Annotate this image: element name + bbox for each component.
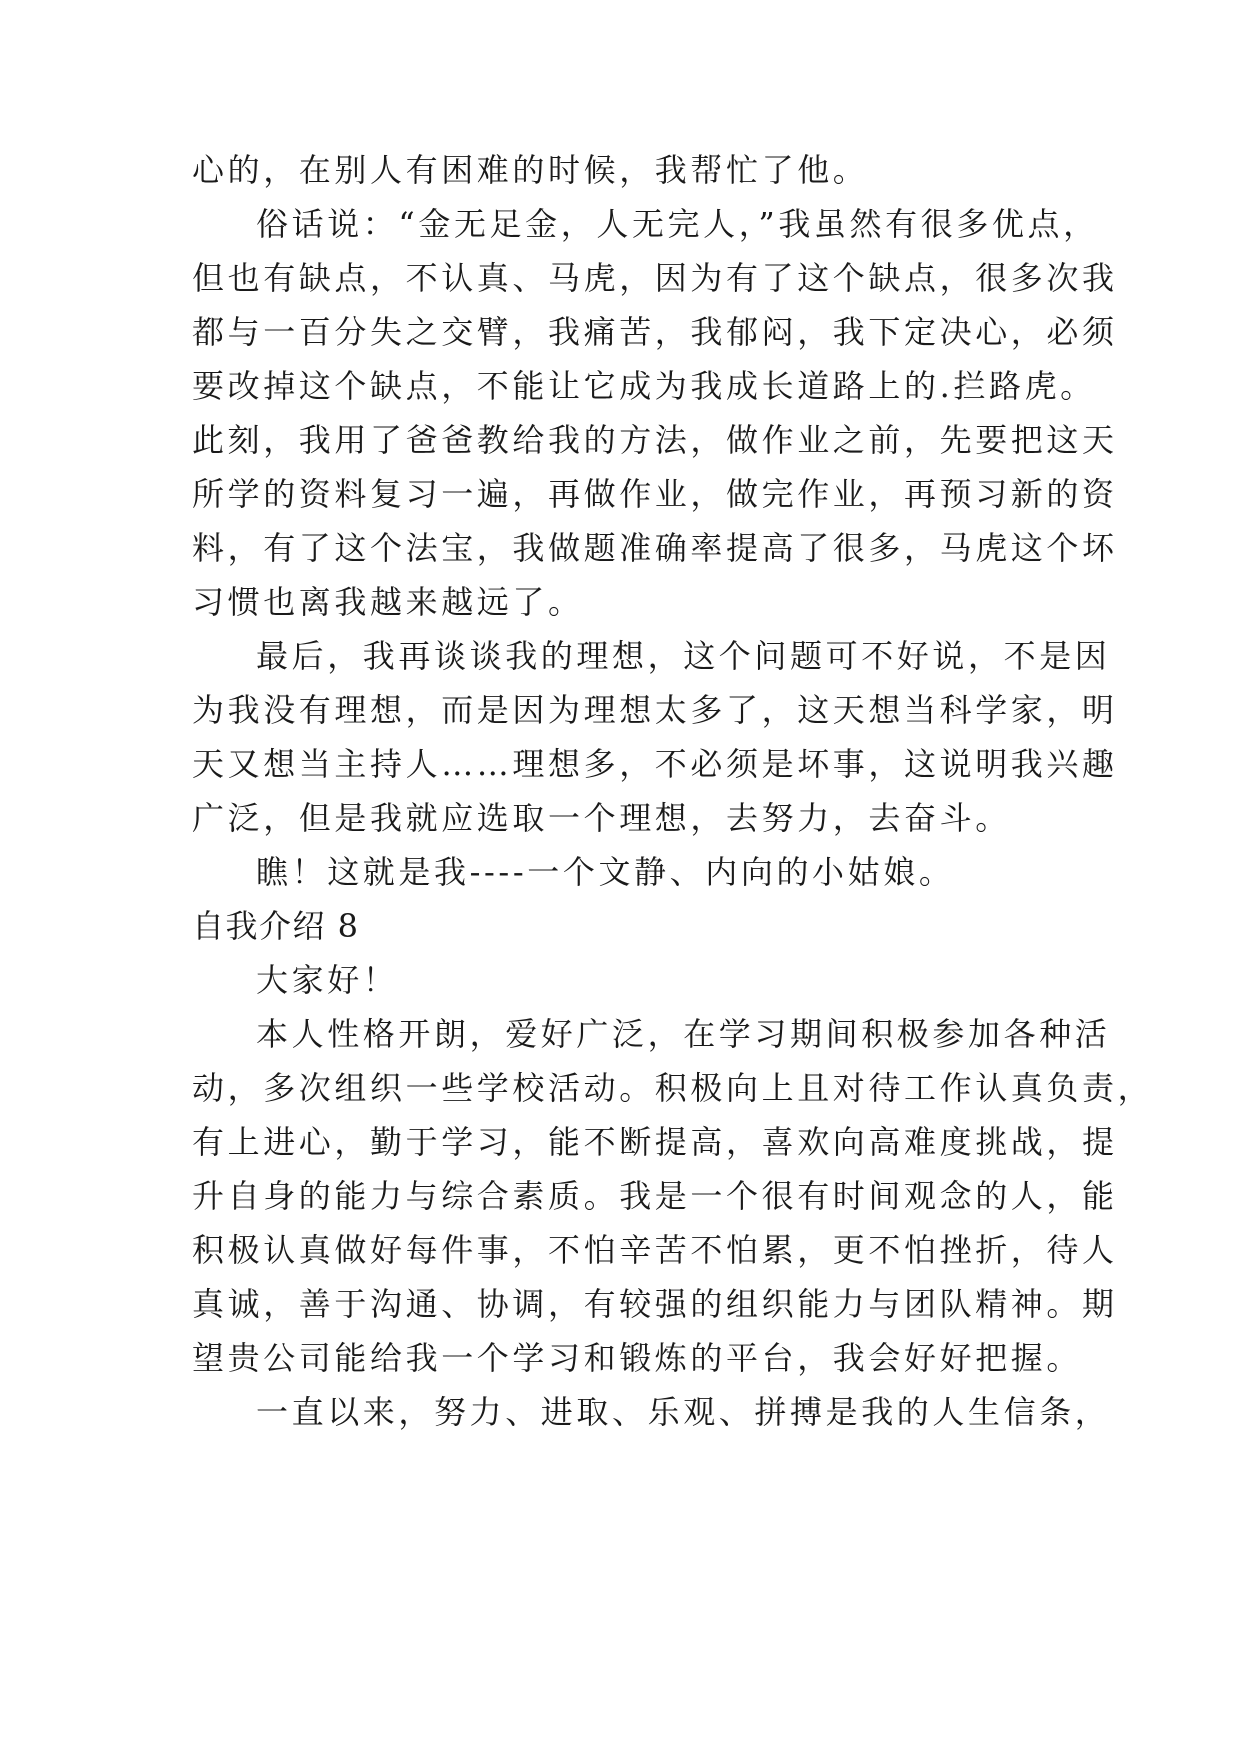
text-line: 所学的资料复习一遍，再做作业，做完作业，再预习新的资 <box>192 475 1118 513</box>
paragraph-first-line: 最后，我再谈谈我的理想，这个问题可不好说，不是因 <box>256 637 1111 675</box>
text-line: 积极认真做好每件事，不怕辛苦不怕累，更不怕挫折，待人 <box>192 1231 1118 1269</box>
text-line: 升自身的能力与综合素质。我是一个很有时间观念的人，能 <box>192 1177 1118 1215</box>
text-line: 心的，在别人有困难的时候，我帮忙了他。 <box>192 151 869 189</box>
text-line: 习惯也离我越来越远了。 <box>192 583 584 621</box>
text-line: 真诚，善于沟通、协调，有较强的组织能力与团队精神。期 <box>192 1285 1118 1323</box>
text-line: 天又想当主持人……理想多，不必须是坏事，这说明我兴趣 <box>192 745 1118 783</box>
greeting-line: 大家好！ <box>256 961 399 999</box>
text-line: 动，多次组织一些学校活动。积极向上且对待工作认真负责， <box>192 1069 1154 1107</box>
text-line: 广泛，但是我就应选取一个理想，去努力，去奋斗。 <box>192 799 1011 837</box>
section-heading: 自我介绍 8 <box>192 907 360 945</box>
text-line: 望贵公司能给我一个学习和锻炼的平台，我会好好把握。 <box>192 1339 1083 1377</box>
text-line: 但也有缺点，不认真、马虎，因为有了这个缺点，很多次我 <box>192 259 1118 297</box>
paragraph-first-line: 一直以来，努力、进取、乐观、拼搏是我的人生信条， <box>256 1393 1111 1431</box>
text-line: 此刻，我用了爸爸教给我的方法，做作业之前，先要把这天 <box>192 421 1118 459</box>
paragraph-first-line: 本人性格开朗，爱好广泛，在学习期间积极参加各种活 <box>256 1015 1111 1053</box>
text-line: 有上进心，勤于学习，能不断提高，喜欢向高难度挑战，提 <box>192 1123 1118 1161</box>
text-line: 为我没有理想，而是因为理想太多了，这天想当科学家，明 <box>192 691 1118 729</box>
paragraph-first-line: 俗话说：“金无足金，人无完人，”我虽然有很多优点， <box>256 205 1099 243</box>
text-line: 料，有了这个法宝，我做题准确率提高了很多，马虎这个坏 <box>192 529 1118 567</box>
text-line: 都与一百分失之交臂，我痛苦，我郁闷，我下定决心，必须 <box>192 313 1118 351</box>
paragraph-first-line: 瞧！这就是我----一个文静、内向的小姑娘。 <box>256 853 955 891</box>
text-line: 要改掉这个缺点，不能让它成为我成长道路上的.拦路虎。 <box>192 367 1096 405</box>
